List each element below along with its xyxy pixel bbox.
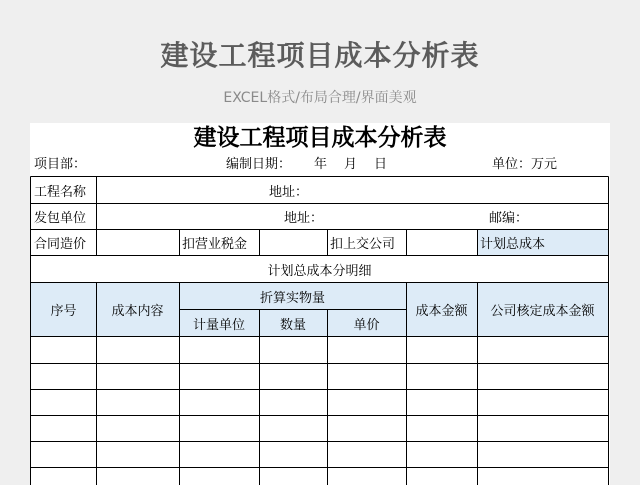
amount-header: 成本金额 [415, 304, 468, 319]
contractor-label: 发包单位 [34, 211, 87, 226]
spreadsheet [30, 123, 610, 485]
unit-label: 单位：万元 [492, 157, 558, 172]
project-dept-label: 项目部： [34, 157, 87, 172]
project-name-label: 工程名称 [34, 184, 87, 200]
banner-title: 建设工程项目成本分析表 [160, 39, 480, 72]
detail-title: 计划总成本分明细 [267, 263, 372, 279]
banner-subtitle: EXCEL格式/布局合理/界面美观 [223, 90, 417, 106]
contract-price-label: 合同造价 [34, 237, 87, 252]
approved-header: 公司核定成本金额 [490, 304, 595, 319]
company-fee-label: 扣上交公司 [330, 237, 396, 252]
date-label: 编制日期： [226, 157, 292, 172]
contractor-address-label: 地址： [284, 211, 324, 226]
business-tax-label: 扣营业税金 [182, 237, 248, 252]
project-address-label: 地址： [269, 184, 309, 200]
postcode-label: 邮编： [489, 211, 529, 226]
planned-total-label: 计划总成本 [480, 237, 546, 252]
physical-group-header: 折算实物量 [259, 290, 325, 306]
index-header: 序号 [50, 304, 77, 319]
price-header: 单价 [353, 317, 380, 333]
year-label: 年 [314, 157, 328, 172]
day-label: 日 [374, 157, 388, 172]
content-header: 成本内容 [111, 304, 164, 319]
quantity-header: 数量 [279, 317, 306, 333]
month-label: 月 [344, 157, 358, 172]
unit-header: 计量单位 [192, 317, 245, 333]
sheet-title: 建设工程项目成本分析表 [193, 125, 447, 151]
